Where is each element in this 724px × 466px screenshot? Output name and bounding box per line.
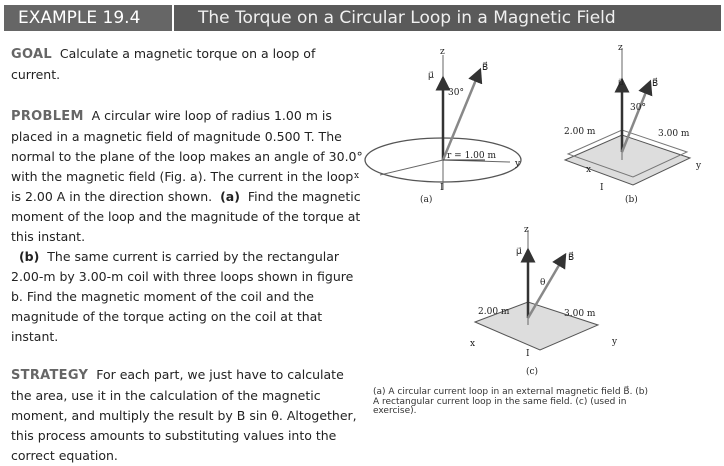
figure-b-tag: (b): [625, 195, 638, 205]
figure-b: [564, 43, 702, 205]
current-label: I: [440, 183, 444, 193]
strategy-section: [11, 365, 361, 466]
width-label: 2.00 m: [478, 307, 510, 317]
axis-x-label: x: [470, 339, 476, 349]
figure-caption: (a) A circular current loop in an external magnetic field B⃗. (b) A rectangular current loop in the same field. (c) (used in exercise).: [373, 387, 649, 416]
example-header: [4, 5, 721, 31]
current-label: I: [600, 183, 604, 193]
axis-z-label: z: [440, 47, 445, 57]
width-label: 2.00 m: [564, 127, 596, 137]
angle-label: 30°: [448, 88, 464, 98]
figure-a: [354, 47, 521, 205]
goal-label: GOAL: [11, 47, 52, 62]
axis-y-label: y: [515, 159, 521, 169]
problem-label: PROBLEM: [11, 109, 84, 124]
axis-y-label: y: [696, 161, 702, 171]
mu-label: μ⃗: [618, 78, 624, 88]
figure-c-tag: (c): [526, 367, 539, 377]
length-label: 3.00 m: [658, 129, 690, 139]
axis-x-label: x: [354, 171, 360, 181]
example-title: The Torque on a Circular Loop in a Magnetic Field: [174, 5, 721, 31]
part-a-text: Find the magnetic moment of the loop and the magnitude of the torque at this instant.: [11, 189, 361, 244]
goal-section: [11, 44, 351, 85]
b-field-label: B⃗: [568, 253, 575, 263]
example-number: EXAMPLE 19.4: [4, 5, 172, 31]
figures: [350, 40, 724, 385]
mu-label: μ⃗: [428, 71, 434, 81]
b-field-label: B⃗: [652, 79, 659, 89]
axis-z-label: z: [618, 43, 623, 53]
angle-label: 30°: [630, 103, 646, 113]
strategy-label: STRATEGY: [11, 368, 89, 383]
problem-text: A circular wire loop of radius 1.00 m is placed in a magnetic field of magnitude 0.500 T. The normal to the plane of the loop makes an angle of 30.0° with the magnetic field (Fig. a). The current in the loop is 2.00 A in the direction shown.: [11, 108, 363, 204]
part-b-label: (b): [18, 249, 40, 264]
axis-x-label: x: [586, 165, 592, 175]
goal-text: Calculate a magnetic torque on a loop of current.: [11, 46, 316, 82]
radius-label: r = 1.00 m: [447, 151, 496, 161]
angle-label: θ: [540, 278, 546, 288]
part-a-label: (a): [220, 189, 240, 204]
figure-c: [470, 225, 618, 377]
problem-section: [11, 106, 363, 347]
b-field-label: B⃗: [482, 63, 489, 73]
strategy-text: For each part, we just have to calculate the area, use it in the calculation of the magnetic moment, and multiply the result by B sin θ. Altogether, this process amounts to substituting values into the correct equation.: [11, 367, 357, 463]
figure-a-tag: (a): [420, 195, 433, 205]
mu-label: μ⃗: [516, 247, 522, 257]
axis-z-label: z: [524, 225, 529, 235]
current-label: I: [526, 349, 530, 359]
part-b-text: The same current is carried by the rectangular 2.00-m by 3.00-m coil with three loops shown in figure b. Find the magnetic moment of the coil and the magnitude of the torque acting on the coil at that instant.: [11, 249, 354, 344]
length-label: 3.00 m: [564, 309, 596, 319]
axis-y-label: y: [612, 337, 618, 347]
